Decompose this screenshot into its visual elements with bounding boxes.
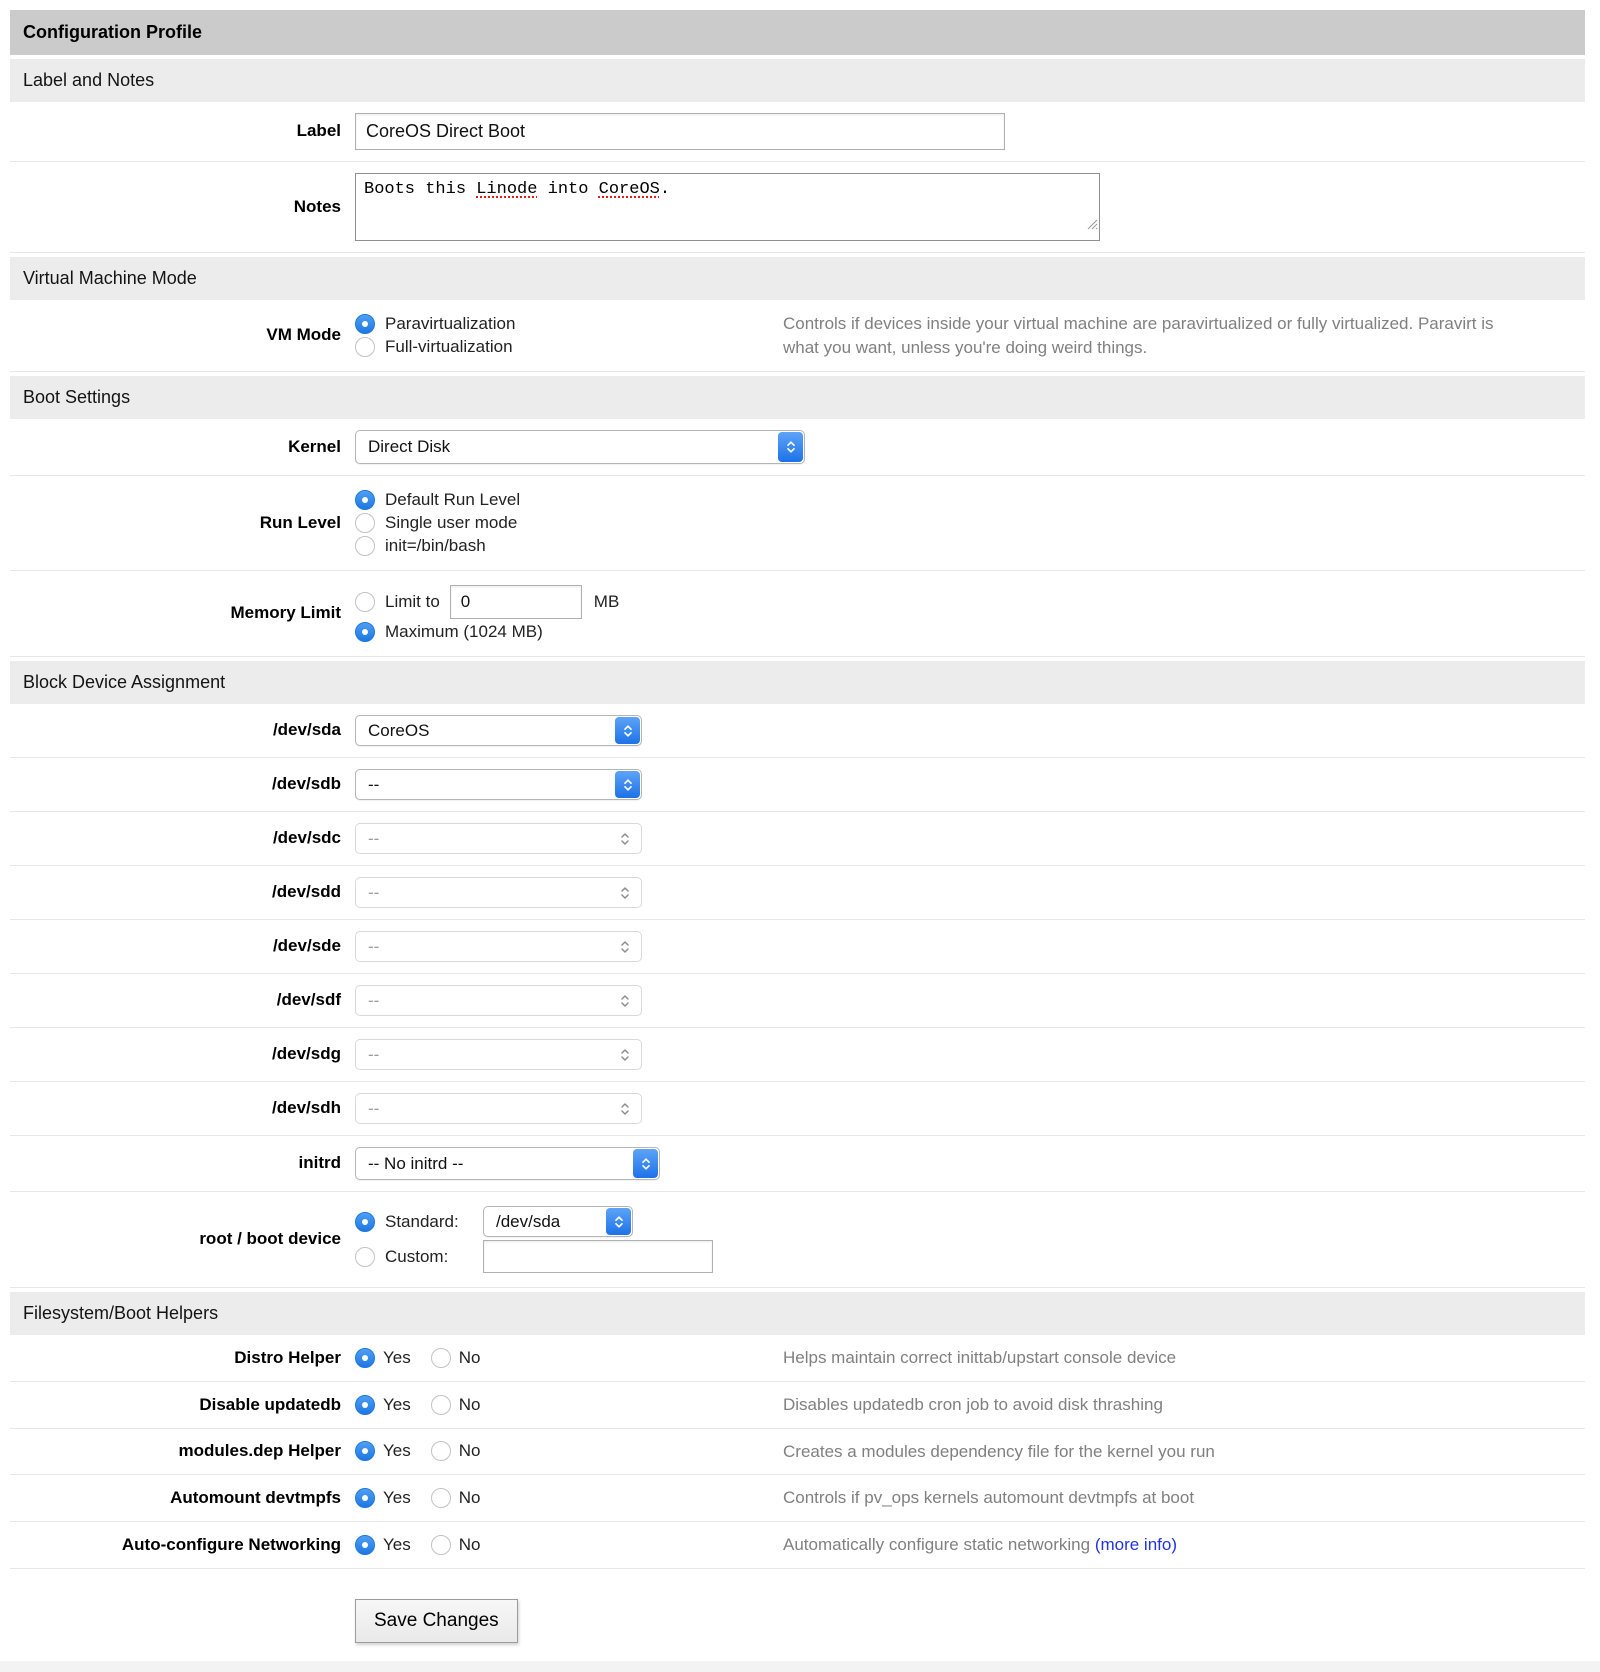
modules-dep-help-text: Creates a modules dependency file for the kernel you run [783,1441,1215,1461]
save-area [10,1569,1585,1659]
vm-mode-full-virtualization-label[interactable]: Full-virtualization [385,337,513,356]
device-label: /dev/sdd [272,882,341,902]
initrd-select[interactable]: -- No initrd -- [355,1147,660,1180]
yes-label[interactable]: Yes [383,1347,411,1367]
run-level-single-user-label[interactable]: Single user mode [385,513,518,532]
initrd-label: initrd [298,1153,341,1173]
section-boot-settings: Boot Settings [10,376,1585,419]
select-arrows-icon [612,879,637,906]
vm-mode-full-virtualization-radio[interactable] [355,337,375,357]
vm-mode-paravirtualization-radio[interactable] [355,314,375,334]
vm-mode-row [10,300,1585,372]
block-device-row-sdg [10,1028,1585,1082]
save-changes-button[interactable]: Save Changes [355,1599,518,1643]
root-device-custom-radio[interactable] [355,1247,375,1267]
no-label[interactable]: No [458,1394,481,1414]
notes-textarea[interactable] [355,173,1100,241]
sdg-select-disabled: -- [355,1039,642,1070]
sda-select[interactable]: CoreOS [355,715,642,746]
yes-label[interactable]: Yes [383,1535,411,1555]
page-footer-strip [0,1661,1600,1672]
sdd-select-disabled: -- [355,877,642,908]
select-arrows-icon [612,987,637,1014]
label-row [10,102,1585,162]
notes-text: into [537,180,599,199]
select-arrows-icon [778,432,803,462]
vm-mode-help-text: Controls if devices inside your virtual machine are paravirtualized or fully virtualized. Paravirt is what you want, unless you're doing weird things. [783,313,1494,357]
root-device-standard-label[interactable]: Standard: [385,1211,459,1231]
modules-dep-yes-radio[interactable] [355,1441,375,1461]
section-virtual-machine-mode: Virtual Machine Mode [10,257,1585,300]
run-level-default-radio[interactable] [355,490,375,510]
select-arrows-icon [612,825,637,852]
sdb-select[interactable]: -- [355,769,642,800]
device-label: /dev/sdb [272,774,341,794]
distro-helper-help-text: Helps maintain correct inittab/upstart console device [783,1348,1177,1367]
no-label[interactable]: No [458,1488,481,1508]
no-label[interactable]: No [458,1535,481,1555]
notes-misspelled-word: CoreOS [598,180,660,199]
device-label: /dev/sdc [272,828,341,848]
memory-maximum-label[interactable]: Maximum (1024 MB) [385,622,543,641]
block-device-row-sdb [10,758,1585,812]
select-arrows-icon [612,933,637,960]
disable-updatedb-no-radio[interactable] [431,1395,451,1415]
sdh-select-disabled: -- [355,1093,642,1124]
sde-select-disabled: -- [355,931,642,962]
notes-field-label: Notes [293,196,341,216]
notes-misspelled-word: Linode [476,180,538,199]
label-field-label: Label [296,121,341,141]
notes-text: . [659,180,671,199]
section-block-device-assignment: Block Device Assignment [10,661,1585,704]
memory-limit-input[interactable] [450,585,582,619]
memory-limit-row [10,571,1585,657]
device-label: /dev/sda [272,720,341,740]
device-label: /dev/sde [272,936,341,956]
run-level-row [10,476,1585,571]
automount-devtmpfs-yes-radio[interactable] [355,1488,375,1508]
section-filesystem-boot-helpers: Filesystem/Boot Helpers [10,1292,1585,1335]
section-label-and-notes: Label and Notes [10,59,1585,102]
run-level-default-label[interactable]: Default Run Level [385,490,521,509]
distro-helper-label: Distro Helper [234,1347,341,1367]
more-info-link[interactable]: (more info) [1094,1535,1177,1555]
auto-configure-networking-label: Auto-configure Networking [121,1535,341,1555]
root-device-custom-label[interactable]: Custom: [385,1246,449,1266]
kernel-label: Kernel [288,436,341,456]
configuration-profile-form [10,10,1585,1659]
block-device-row-sdf [10,974,1585,1028]
initrd-row [10,1136,1585,1192]
distro-helper-no-radio[interactable] [431,1348,451,1368]
run-level-single-user-radio[interactable] [355,513,375,533]
textarea-resize-grip-icon[interactable] [1087,216,1098,239]
yes-label[interactable]: Yes [383,1441,411,1461]
auto-configure-networking-yes-radio[interactable] [355,1535,375,1555]
root-boot-device-label: root / boot device [199,1229,341,1249]
vm-mode-label: VM Mode [266,325,341,345]
block-device-row-sda [10,704,1585,758]
run-level-init-bash-label[interactable]: init=/bin/bash [385,536,486,555]
device-label: /dev/sdh [272,1098,341,1118]
root-boot-device-row [10,1192,1585,1288]
auto-configure-networking-no-radio[interactable] [431,1535,451,1555]
sdc-select-disabled: -- [355,823,642,854]
select-arrows-icon [612,1041,637,1068]
run-level-label: Run Level [259,512,341,532]
notes-text: Boots this [364,180,477,199]
modules-dep-helper-row [10,1429,1585,1476]
root-device-standard-select[interactable]: /dev/sda [483,1206,633,1237]
auto-configure-networking-row [10,1522,1585,1569]
block-device-row-sdd [10,866,1585,920]
distro-helper-row [10,1335,1585,1382]
device-label: /dev/sdg [272,1044,341,1064]
kernel-row [10,419,1585,476]
block-device-row-sdc [10,812,1585,866]
automount-devtmpfs-row [10,1475,1585,1522]
select-arrows-icon [615,771,640,798]
sdf-select-disabled: -- [355,985,642,1016]
device-label: /dev/sdf [276,990,341,1010]
memory-maximum-radio[interactable] [355,622,375,642]
root-device-standard-radio[interactable] [355,1212,375,1232]
disable-updatedb-help-text: Disables updatedb cron job to avoid disk thrashing [783,1394,1163,1414]
memory-limit-to-radio[interactable] [355,592,375,612]
block-device-row-sdh [10,1082,1585,1136]
distro-helper-yes-radio[interactable] [355,1348,375,1368]
no-label[interactable]: No [458,1347,481,1367]
root-device-custom-input[interactable] [483,1240,713,1273]
vm-mode-paravirtualization-label[interactable]: Paravirtualization [385,314,516,333]
yes-label[interactable]: Yes [383,1394,411,1414]
select-arrows-icon [615,717,640,744]
memory-limit-label: Memory Limit [230,603,341,623]
memory-limit-to-label[interactable]: Limit to [385,592,440,611]
disable-updatedb-row [10,1382,1585,1429]
notes-row [10,162,1585,253]
select-arrows-icon [612,1095,637,1122]
auto-configure-networking-help-text: Automatically configure static networking (more info) [783,1535,1177,1555]
disable-updatedb-yes-radio[interactable] [355,1395,375,1415]
automount-devtmpfs-help-text: Controls if pv_ops kernels automount devtmpfs at boot [783,1488,1195,1508]
modules-dep-no-radio[interactable] [431,1441,451,1461]
modules-dep-helper-label: modules.dep Helper [178,1441,341,1461]
yes-label[interactable]: Yes [383,1488,411,1508]
disable-updatedb-label: Disable updatedb [199,1394,341,1414]
kernel-select[interactable]: Direct Disk [355,430,805,464]
run-level-init-bash-radio[interactable] [355,536,375,556]
automount-devtmpfs-label: Automount devtmpfs [170,1488,341,1508]
no-label[interactable]: No [458,1441,481,1461]
automount-devtmpfs-no-radio[interactable] [431,1488,451,1508]
block-device-row-sde [10,920,1585,974]
select-arrows-icon [633,1149,658,1178]
select-arrows-icon [606,1208,631,1235]
label-input[interactable] [355,113,1005,150]
page-title: Configuration Profile [10,10,1585,55]
memory-limit-unit: MB [593,592,620,611]
